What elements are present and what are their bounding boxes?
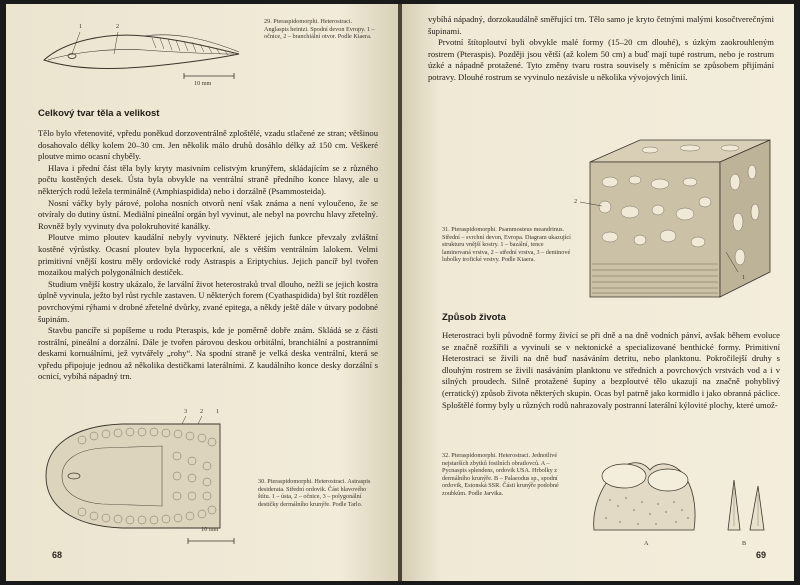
figure-29-caption: 29. Pteraspidomorphi. Heterostraci. Anglaspis heintzi. Spodní devon Evropy. 1 – očnice, 2 – branchiální otvor. Podle Kiaera. bbox=[264, 18, 375, 41]
fig30-label-2: 2 bbox=[200, 408, 204, 415]
left-paragraph-2: Hlava i přední část těla byly kryty masivním celistvým krunýřem, skládajícím se z různého počtu kostěných desek. Ústa byla obvykle na ventrální straně předního konce hlavy, ale u některých rodů ležela terminálně (Amphiaspidida) nebo i dorzálně (Psammosteida). bbox=[38, 162, 378, 196]
left-page bbox=[6, 4, 398, 581]
section-heading-body-shape: Celkový tvar těla a velikost bbox=[38, 108, 160, 119]
fig30-label-3: 3 bbox=[184, 408, 188, 415]
left-paragraph-1: Tělo bylo vřetenovité, vpředu poněkud dorzoventrálně zploštělé, vzadu stlačené ze stran; většinou dosahovalo délky kolem 20–30 cm. Jen několik málo druhů dosáhlo délky až 150 cm. Veškeré ploutve mimo ocasní chyběly. bbox=[38, 128, 378, 162]
left-paragraph-6: Stavbu pancíře si popíšeme u rodu Pteraspis, kde je poměrně dobře znám. Skládá se z části rostrální, pineální a dorzální. Dále je tvořen párovou deskou orbitální, branchiální a postranními deskami kornuálními, jež vytvářely „rohy“. Na spodní straně je velká deska ventrální, která se vpředu připojuje jednou až několika destičkami laterálními. Z kaudálního konce desky dorzální s ocnicí, vybíhá nápadný trn. bbox=[38, 325, 378, 382]
fig30-label-1: 1 bbox=[216, 408, 220, 415]
figure-32-fossil-a bbox=[590, 450, 700, 538]
figure-30-shield-drawing bbox=[42, 416, 222, 536]
fig30-scale-label: 10 mm bbox=[201, 526, 219, 533]
right-paragraph-2: Prvotní štítoploutví byli obvykle malé formy (15–20 cm dlouhé), s úzkým zaokrouhleným rostrem (Pteraspis). Později jsou větší (až kolem 50 cm) a buď mají tupé rostrum, nebo je rostrum úzké a nápadně protažené. Tyto změny tvaru rostra souvisely s měnícím se způsobem přijímání potravy. Dlouhé rostrum se vyvinulo nezávisle u několika vývojových linií. bbox=[428, 37, 774, 82]
fig29-label-2: 2 bbox=[116, 23, 120, 30]
fig29-scale-label: 10 mm bbox=[194, 80, 212, 87]
figure-32-caption: 32. Pteraspidomorphi. Heterostraci. Jednotlivé nejstarších zbytků fosilních obratlovců. A – Pycnaspis splendens, ordovik USA. Hrbolky z dermálního krunýře. B – Palaeodus sp., spodní ordovik, Estonská SSR. Části krunýře podobné zoubkům. Podle Jarvika. bbox=[442, 452, 559, 497]
figure-32-fossil-b bbox=[714, 474, 774, 534]
right-paragraph-1: vybíhá nápadný, dorzokaudálně směřující trn. Tělo samo je kryto četnými malými kosočtverečnými šupinami. bbox=[428, 14, 774, 36]
left-paragraph-4: Ploutve mimo ploutev kaudální nebyly vyvinuty. Některé jejich funkce převzaly zvláštní kostěné výrůstky. Ocasní ploutev byla hypocerkní, ale s větším ventrálním lalokem. Velmi primitivní vnější kostru měly ordovické rody Astraspis a Eriptychius. Jejich pancíř byl tvořen mozaikou malých polygonálních destiček. bbox=[38, 232, 378, 278]
left-paragraph-5: Studium vnější kostry ukázalo, že larvální život heterostraků trval dlouho, nežli se jejich kostra úplně vyvinula, ježto byl růst rychle zastaven. U některých forem (Cyathaspidida) byl štít rozdělen povrchovými rýhami v drobné zřetelné dvůrky, zvané epitega, a někdy ještě dále v útvary podobné šupinám. bbox=[38, 278, 378, 324]
figure-30-scale-bar bbox=[186, 536, 236, 546]
left-body-text bbox=[38, 128, 378, 383]
fig31-label-1: 1 bbox=[742, 274, 746, 281]
fig32-label-a: A bbox=[644, 540, 649, 547]
right-body-text-top bbox=[428, 14, 774, 84]
figure-31-caption: 31. Pteraspidomorphi. Psammosteus meandrinus. Střední – svrchní devon, Evropa. Diagram ukazující strukturu vnější kostry. 1 – bazální, tence laminovaná vrstva, 2 – střední vrstva, 3 – dentinové lubolky trofické vrstvy. Podle Kiaera. bbox=[442, 226, 571, 264]
figure-30-caption: 30. Pteraspidomorphi. Heterostraci. Astraspis desiderata. Střední ordovik. Část hlavového štítu. 1 – ústa, 2 – očnice, 3 – polygonální destičky dermálního krunýře. Podle Tarlo. bbox=[258, 478, 371, 508]
left-paragraph-3: Nosní váčky byly párové, poloha nosních otvorů není však známa a není vyloučeno, že se otvíraly do dutiny ústní. Mediální pineální orgán byl vyvinut, ale nebyl na povrchu hlavy zřetelný. Rovněž byly vyvinuty dva polokruhovité kanálky. bbox=[38, 197, 378, 231]
section-heading-way-of-life: Způsob života bbox=[442, 312, 506, 323]
book-spread bbox=[6, 4, 794, 581]
fig32-label-b: B bbox=[742, 540, 747, 547]
fig29-label-1: 1 bbox=[79, 23, 83, 30]
right-page-number: 69 bbox=[756, 550, 767, 560]
right-paragraph-3: Heterostraci byli původně formy živící se při dně a na dně vodních pánví, avšak během evoluce se značně rozšířili a vyvinuli se v nektonické a specializované benthické formy. Primitivní Heterostraci se živili na dně buď nasáváním detritu, nebo planktonu. Pokročilejší druhy s dlouhým rostrem se živili nasáváním planktonu ve středních a povrchových vrstvách vod a i v silných proudech. Silně protažené šupiny a bezploutvé tělo ukazují na značně pohyblivý (erratický) způsob života některých skupin. Ocas byl patrně jako kormidlo i jako obranná páclice. Sploštělé formy byly u různých rodů nahrazovaly postranní laterální kýlovité plochy, které umož- bbox=[442, 330, 780, 410]
left-page-number: 68 bbox=[52, 550, 63, 560]
right-page bbox=[402, 4, 794, 581]
fig31-label-2: 2 bbox=[574, 198, 578, 205]
right-body-text-bottom bbox=[442, 330, 780, 411]
figure-29-fish-drawing bbox=[34, 14, 249, 86]
figure-31-block-diagram bbox=[580, 132, 780, 302]
